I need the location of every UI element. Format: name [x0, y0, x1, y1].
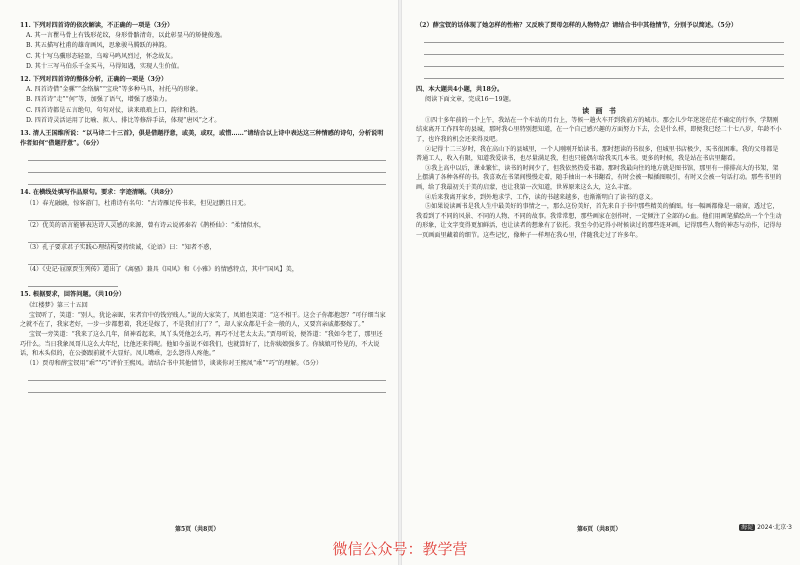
- option-11d: D. 其十三写马伯乐千金买马，马得知遇，实现人生价值。: [26, 62, 184, 70]
- question-14: 14. 在横线处填写作品原句。要求：字迹清晰。（共8分）: [20, 189, 177, 197]
- section-heading: 四、本大题共4小题，共18分。: [416, 86, 504, 94]
- article-title: 读 画 书: [582, 105, 618, 115]
- answer-line[interactable]: [28, 383, 386, 393]
- question-13: 13. 清人王国维所说：“以马诗二十三首》，俱是借题抒意，或美，或叹，或惜……”请结合以上诗中表达这三种情感的诗句，分析说明作者如何“借题抒意”。（6分）: [20, 130, 384, 148]
- answer-line[interactable]: [424, 69, 784, 79]
- right-page: [402, 0, 800, 565]
- question-15-passage-1: 宝钗听了，笑道：“别人，犹论亲昵，宋者宫中的钱穷贱人。”说的大家笑了，凤姐也笑道：“这不相干。这会子你都抱怨？”可仔细当家之就不在了，我家老好，一步一步都想着，我还是嫁了，不是我们打了？”，却人家众都是千金一般的人，又要宫亲戚都娶嫁了。”: [20, 311, 386, 329]
- paragraph-4: ④后来我离开家乡，到外地求学、工作，读的书越来越多，也渐渐明白了读书的意义。: [425, 193, 657, 201]
- question-11: 11. 下列对四首诗的依次解读，不正确的一项是（3分）: [20, 22, 174, 29]
- answer-blank[interactable]: [28, 277, 118, 287]
- option-12d: D. 四首诗灵活运用了比喻、拟人、排比等修辞手法，体现“唐风”之才。: [26, 116, 221, 124]
- answer-blank[interactable]: [28, 211, 118, 221]
- option-12a: A. 四首诗借“金骡”“金络脑”“宝玦”等多种马具，衬托马的形象。: [26, 86, 202, 94]
- answer-line[interactable]: [28, 175, 386, 185]
- page-number-right: 第6页（共8页）: [577, 526, 622, 533]
- answer-line[interactable]: [28, 371, 386, 381]
- paragraph-2: ②记得十二三岁时，我在高山下的县城里，一个人刚刚开始读书。那时想读的书很多，但城里书店极少，买书很困难。我的父母都是普通工人，收入有限，知道我爱读书，也尽量满足我，但也只能偶尔给我买几本书。更多的时候，我是站在书店里翻看。: [416, 145, 779, 163]
- question-14-3: （3）孔子要求君子实践心理结构要持续诚，《论语》曰：“知者不惑，: [26, 244, 216, 252]
- answer-line[interactable]: [424, 45, 784, 55]
- answer-blank[interactable]: [28, 233, 118, 243]
- question-14-2: （2）优美的语言能够表达诗人灵感的来源，曾有诗云说郭秦若《鹊桥仙》：“柔情似水，: [26, 221, 266, 229]
- option-12c: C. 四首诗都是五言绝句，句句对仗，读来琅琅上口，韵律和谐。: [26, 106, 202, 114]
- answer-line[interactable]: [28, 151, 386, 161]
- option-11a: A. 其一言瞿马骨上有钱形花纹，身形骨骼清奇，以此彰显马的矫健俊逸。: [26, 32, 227, 40]
- brand-badge: 海淀: [741, 524, 754, 531]
- question-14-4: （4）《史记·屈原贾生列传》道出了《离骚》兼具《国风》和《小雅》的情感特点，其中“国风】美，: [26, 266, 299, 274]
- question-15-1: （1）贾母和薛宝钗用“乖”“巧”评价王熙凤。请结合书中其他情节，谈谈你对王熙凤“乖”“巧”的理解。（5分）: [26, 359, 323, 367]
- answer-line[interactable]: [424, 57, 784, 67]
- exam-badge: [739, 522, 792, 531]
- option-11b: B. 其五描写杜甫的雄奇画风，思象骏马腾跃的神韵。: [26, 42, 171, 50]
- question-15-source: 《红楼梦》第三十五回: [26, 301, 88, 309]
- question-12: 12. 下列对四首诗的整体分析，正确的一项是（3分）: [20, 76, 168, 84]
- question-15-2: （2）薛宝钗的话体现了她怎样的性格？又反映了贾母怎样的人物特点？请结合书中其他情节，分别予以简述。（5分）: [416, 22, 738, 29]
- question-14-1: （1）春光融融，惊客游门，杜甫诗有名句：“古诗雁足传书来，但见冠鹏且日无。: [26, 199, 250, 207]
- paragraph-5: ⑤如果说读画书是我人生中最美好的事情之一，那么这份美好，首先来自于书中那些精美的插图。每一幅画都像是一扇窗，透过它，我看到了不同的风景、不同的人物、不同的故事。我常常想，那些画家在创作时，一定倾注了全部的心血。他们用画笔描绘出一个个生动的形象，让文字变得更加鲜活，也让读者的想象有了依托。我至今仍记得小时候读过的那些连环画，记得那些人物的神态与动作，记得每一页画面里藏着的细节。这些记忆，像种子一样埋在我心里，伴随我走过了许多年。: [416, 203, 782, 239]
- answer-line[interactable]: [28, 163, 386, 173]
- paragraph-1: ①四十多年前的一个上午，我站在一个车站的月台上，等候一趟火车开到我前方的城市。那会儿少年迷迷茫茫不确定的行李，学期刚结束离开工作四年的县城，那时我心里特别想知道，在一个自己感兴趣的方面努力下去，会是什么样，即便我已经二十七八岁，年龄不小了，也许我的机会还来得及吧。: [416, 116, 782, 143]
- option-12b: B. 四首诗“走”“何”等，加强了语气，增强了感染力。: [26, 96, 171, 104]
- answer-blank[interactable]: [28, 255, 118, 265]
- left-page: [0, 0, 398, 565]
- paragraph-3: ③我上高中以后，课业繁忙，读书的时间少了，但我依然热爱书籍。那时我最向往的地方就是图书馆，那里有一排排高大的书架，架上摆满了各种各样的书。我喜欢在书架间慢慢走着，随手抽出一本书翻看，有时会被一幅插图吸引，有时又会被一句话打动。那些书里的画，给了我最初关于美的启蒙，也让我第一次知道，世界原来这么大，这么丰富。: [416, 164, 782, 191]
- answer-line[interactable]: [424, 33, 784, 43]
- watermark-bottom: 微信公众号：教学营: [332, 540, 468, 558]
- question-15-passage-2: 宝钗一旁笑道：“我来了这么几年，留神看起来，凤丫头凭他怎么巧，再巧不过老太太去。”贾母听说，便答道：“我如今老了，那里还巧什么。当日我象凤哥儿这么大年纪，比他还来得呢。他如今虽说不如我们，也就算好了，比你姨娘强多了。你姨娘可怜见的，不大说话，和木头似的，在公婆跟前就不大显好。凤儿嘴乖，怎么怨得人疼他。”: [20, 331, 383, 358]
- section-intro: 阅读下面文章，完成16～19题。: [425, 96, 515, 104]
- page-number-left: 第5页（共8页）: [175, 526, 220, 533]
- exam-code: 2024·北京·3: [757, 524, 792, 531]
- question-15: 15. 根据要求，回答问题。（共10分）: [20, 291, 126, 299]
- option-11c: C. 其十写乌骥形态轻盈，乌啼马鸣风烈过，怀念故友。: [26, 52, 177, 60]
